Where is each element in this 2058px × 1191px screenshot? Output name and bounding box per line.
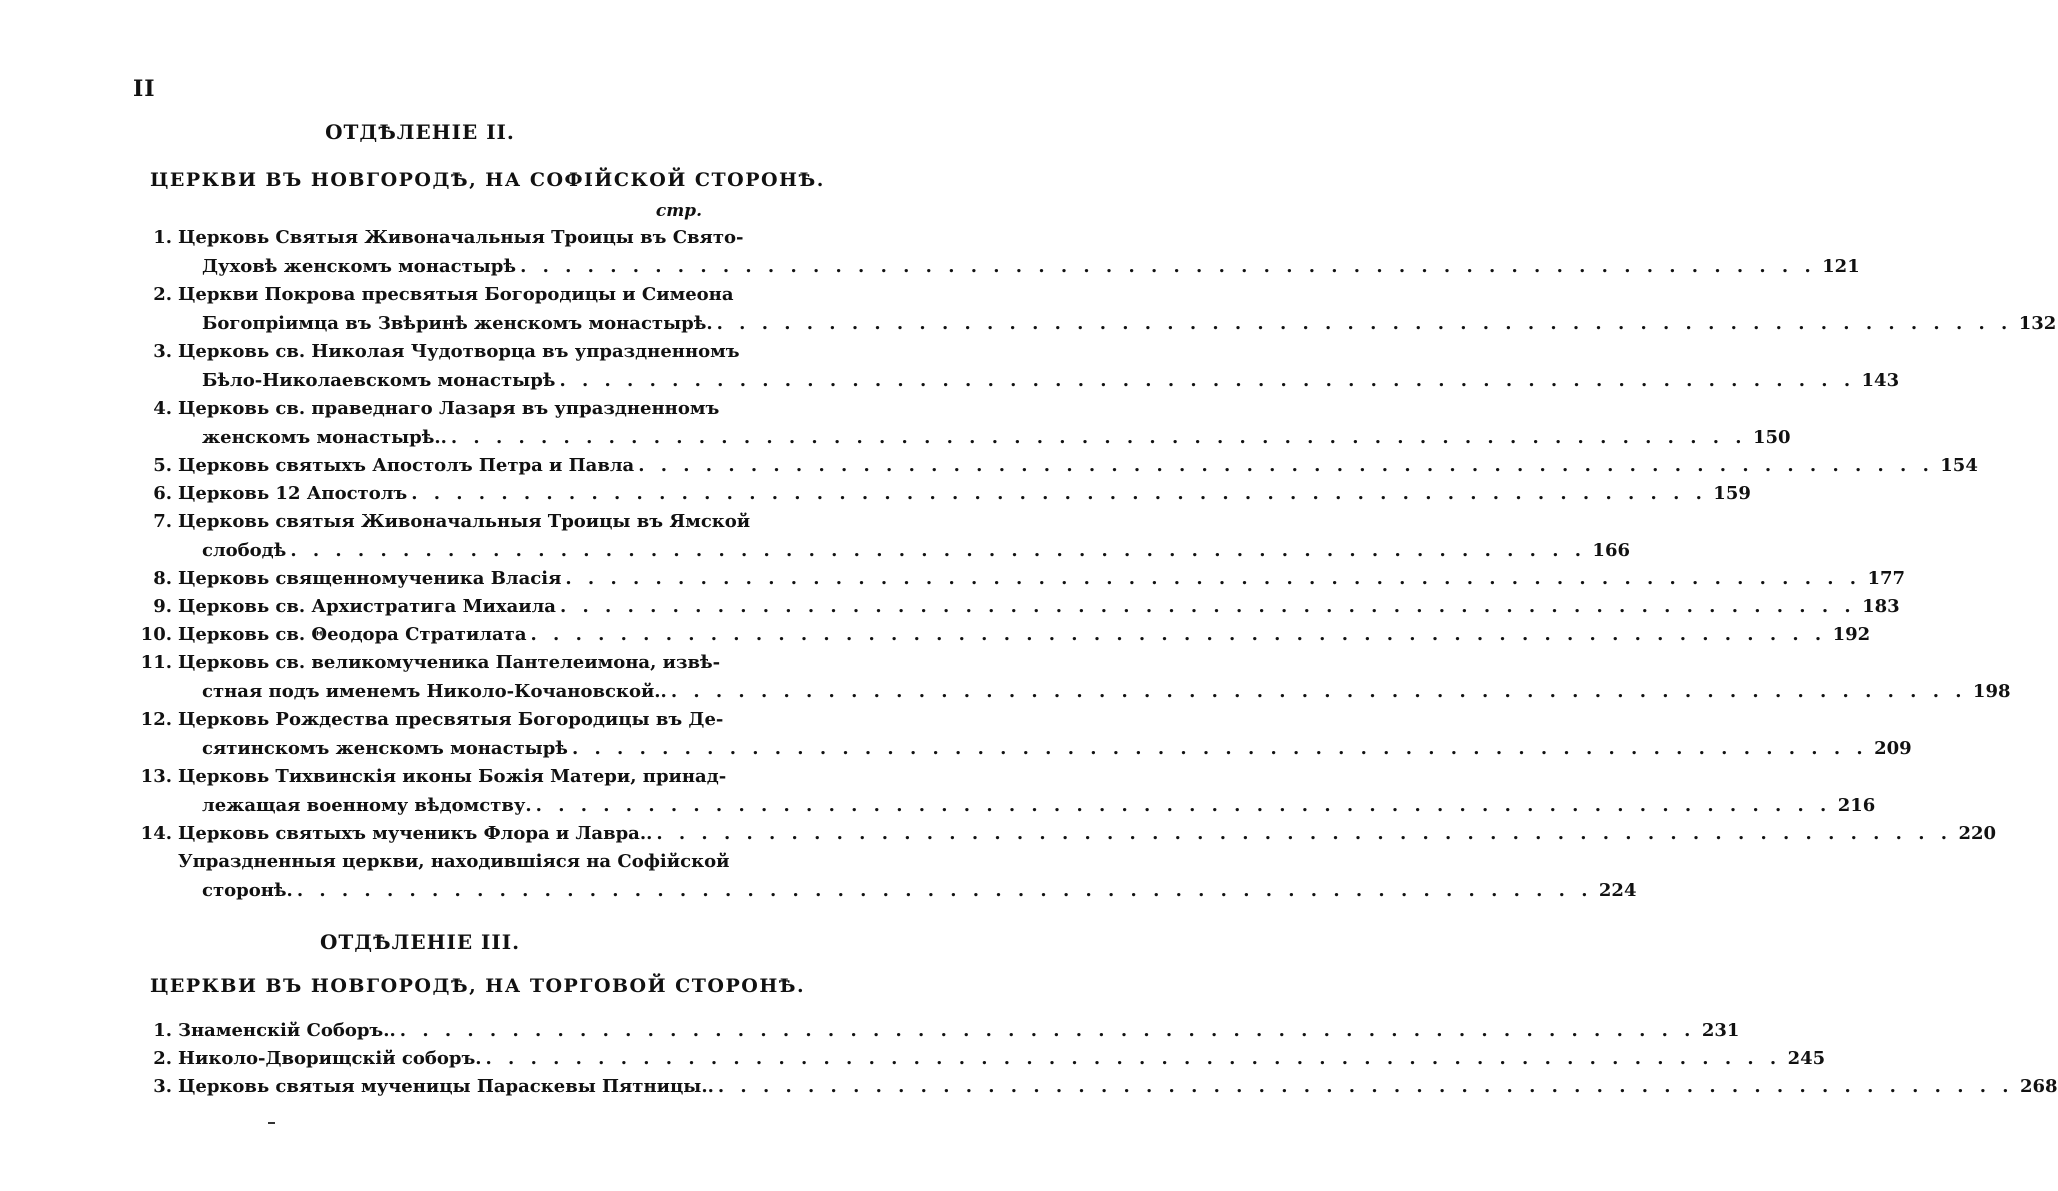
- entry-title-cont: сятинскомъ женскомъ монастырѣ: [202, 737, 568, 759]
- leader-dots: [634, 452, 1934, 481]
- toc-entry: [138, 706, 1912, 763]
- toc-entry: [138, 452, 1978, 481]
- entry-page: 143: [1861, 369, 1900, 391]
- entry-title-cont: Бѣло-Николаевскомъ монастырѣ: [202, 369, 556, 391]
- print-speck: [268, 1122, 275, 1124]
- leader-dots: [516, 253, 1816, 282]
- entry-title: Церковь св. Архистратига Михаила: [178, 596, 556, 617]
- toc-entry: [138, 338, 1900, 395]
- entry-page: 268: [2019, 1076, 2058, 1097]
- entry-title: Церковь Рождества пресвятыя Богородицы въ Де-: [178, 709, 724, 730]
- leader-dots: [396, 1017, 1696, 1046]
- toc-entry: [138, 820, 1997, 849]
- entry-title: Церковь Тихвинскія иконы Божія Матери, принад-: [178, 766, 727, 787]
- toc-entry: [138, 565, 1906, 594]
- entry-page: 154: [1940, 455, 1978, 476]
- leader-dots: [652, 820, 1952, 849]
- leader-dots: [561, 565, 1861, 594]
- entry-number: 2.: [153, 1048, 172, 1069]
- entry-page: 150: [1752, 426, 1791, 448]
- entry-page: 121: [1822, 255, 1860, 277]
- page-column-label: стр.: [655, 201, 702, 221]
- entry-title: Церковь св. великомученика Пантелеимона, извѣ-: [178, 652, 721, 673]
- entry-page: 220: [1958, 823, 1997, 844]
- entry-number: 10.: [140, 624, 172, 645]
- entry-title-cont: слободѣ: [202, 539, 287, 561]
- entry-title: Знаменскій Соборъ..: [178, 1020, 396, 1041]
- entry-title: Церковь 12 Апостолъ: [178, 483, 408, 504]
- entry-title: Церковь Святыя Живоначальныя Троицы въ Свято-: [178, 227, 744, 248]
- leader-dots: [714, 1073, 2014, 1102]
- entry-title: Упраздненныя церкви, находившіяся на Софійской: [178, 851, 730, 872]
- entry-number: 3.: [153, 341, 172, 362]
- entry-page: 224: [1598, 879, 1637, 901]
- entry-number: 13.: [140, 766, 172, 787]
- leader-dots: [713, 310, 2013, 339]
- toc-entry: [138, 763, 1876, 820]
- entry-number: 12.: [140, 709, 172, 730]
- page-number: II: [133, 76, 156, 102]
- toc-entry: [138, 480, 1751, 509]
- entry-page: 198: [1972, 680, 2011, 702]
- toc-entry: [138, 1045, 1826, 1074]
- leader-dots: [532, 792, 1832, 821]
- entry-number: 11.: [140, 652, 172, 673]
- section-subheading-2: ЦЕРКВИ ВЪ НОВГОРОДѢ, НА СОФІЙСКОЙ СТОРОНѢ.: [150, 169, 825, 191]
- entry-title-cont: сторонѣ.: [202, 879, 293, 901]
- entry-title: Церковь святыя мученицы Параскевы Пятницы..: [178, 1076, 714, 1097]
- toc-entry: [138, 224, 1860, 281]
- entry-page: 231: [1701, 1020, 1740, 1041]
- entry-number: 2.: [153, 284, 172, 305]
- entry-number: 5.: [153, 455, 172, 476]
- entry-title-cont: лежащая военному вѣдомству.: [202, 794, 532, 816]
- toc-entry: [138, 1073, 2058, 1102]
- entry-page: 177: [1867, 568, 1906, 589]
- entry-title: Церкви Покрова пресвятыя Богородицы и Симеона: [178, 284, 734, 305]
- leader-dots: [286, 537, 1586, 566]
- entry-page: 216: [1837, 794, 1876, 816]
- entry-title: Церковь св. Θеодора Стратилата: [178, 624, 527, 645]
- section-heading-2: ОТДѢЛЕНІЕ II.: [325, 120, 515, 144]
- entry-title: Николо-Дворищскій соборъ.: [178, 1048, 482, 1069]
- entry-title: Церковь св. Николая Чудотворца въ упраздненномъ: [178, 341, 740, 362]
- leader-dots: [293, 877, 1593, 906]
- toc-entry: [138, 593, 1900, 622]
- entry-number: 3.: [153, 1076, 172, 1097]
- entry-title: Церковь святыхъ мученикъ Флора и Лавра..: [178, 823, 653, 844]
- leader-dots: [527, 621, 1827, 650]
- entry-page: 166: [1592, 539, 1630, 561]
- section-subheading-3: ЦЕРКВИ ВЪ НОВГОРОДѢ, НА ТОРГОВОЙ СТОРОНѢ.: [150, 975, 806, 997]
- toc-entry: [138, 508, 1630, 565]
- leader-dots: [447, 424, 1747, 453]
- toc-entry: [138, 395, 1791, 452]
- entry-title-cont: женскомъ монастырѣ..: [202, 426, 447, 448]
- leader-dots: [667, 678, 1967, 707]
- entry-page: 245: [1787, 1048, 1826, 1069]
- leader-dots: [568, 735, 1868, 764]
- entry-title: Церковь святыхъ Апостолъ Петра и Павла: [178, 455, 635, 476]
- entry-title-cont: Духовѣ женскомъ монастырѣ: [202, 255, 517, 277]
- entry-page: 183: [1862, 596, 1900, 617]
- entry-title-cont: Богопріимца въ Звѣринѣ женскомъ монастырѣ.: [202, 312, 713, 334]
- entry-page: 159: [1713, 483, 1751, 504]
- entry-number: 1.: [153, 227, 172, 248]
- entry-page: 192: [1832, 624, 1871, 645]
- toc-entry: [138, 621, 1871, 650]
- entry-number: 9.: [153, 596, 172, 617]
- entry-title: Церковь св. праведнаго Лазаря въ упраздненномъ: [178, 398, 720, 419]
- entry-number: 8.: [153, 568, 172, 589]
- entry-number: 7.: [153, 511, 172, 532]
- entry-title-cont: стная подъ именемъ Николо-Кочановской..: [202, 680, 667, 702]
- entry-title: Церковь святыя Живоначальныя Троицы въ Ямской: [178, 511, 751, 532]
- toc-entry: [138, 281, 2057, 338]
- entry-page: 209: [1874, 737, 1912, 759]
- toc-entry-abolished: [138, 848, 1637, 905]
- toc-entry: [138, 649, 2011, 706]
- entry-page: 132: [2018, 312, 2057, 334]
- section-heading-3: ОТДѢЛЕНІЕ III.: [319, 930, 521, 954]
- toc-entry: [138, 1017, 1740, 1046]
- entry-number: 1.: [153, 1020, 172, 1041]
- entry-number: 4.: [153, 398, 172, 419]
- entry-number: 6.: [153, 483, 172, 504]
- leader-dots: [407, 480, 1707, 509]
- entry-title: Церковь священномученика Власія: [178, 568, 562, 589]
- leader-dots: [555, 367, 1855, 396]
- leader-dots: [556, 593, 1856, 622]
- entry-number: 14.: [140, 823, 172, 844]
- leader-dots: [482, 1045, 1782, 1074]
